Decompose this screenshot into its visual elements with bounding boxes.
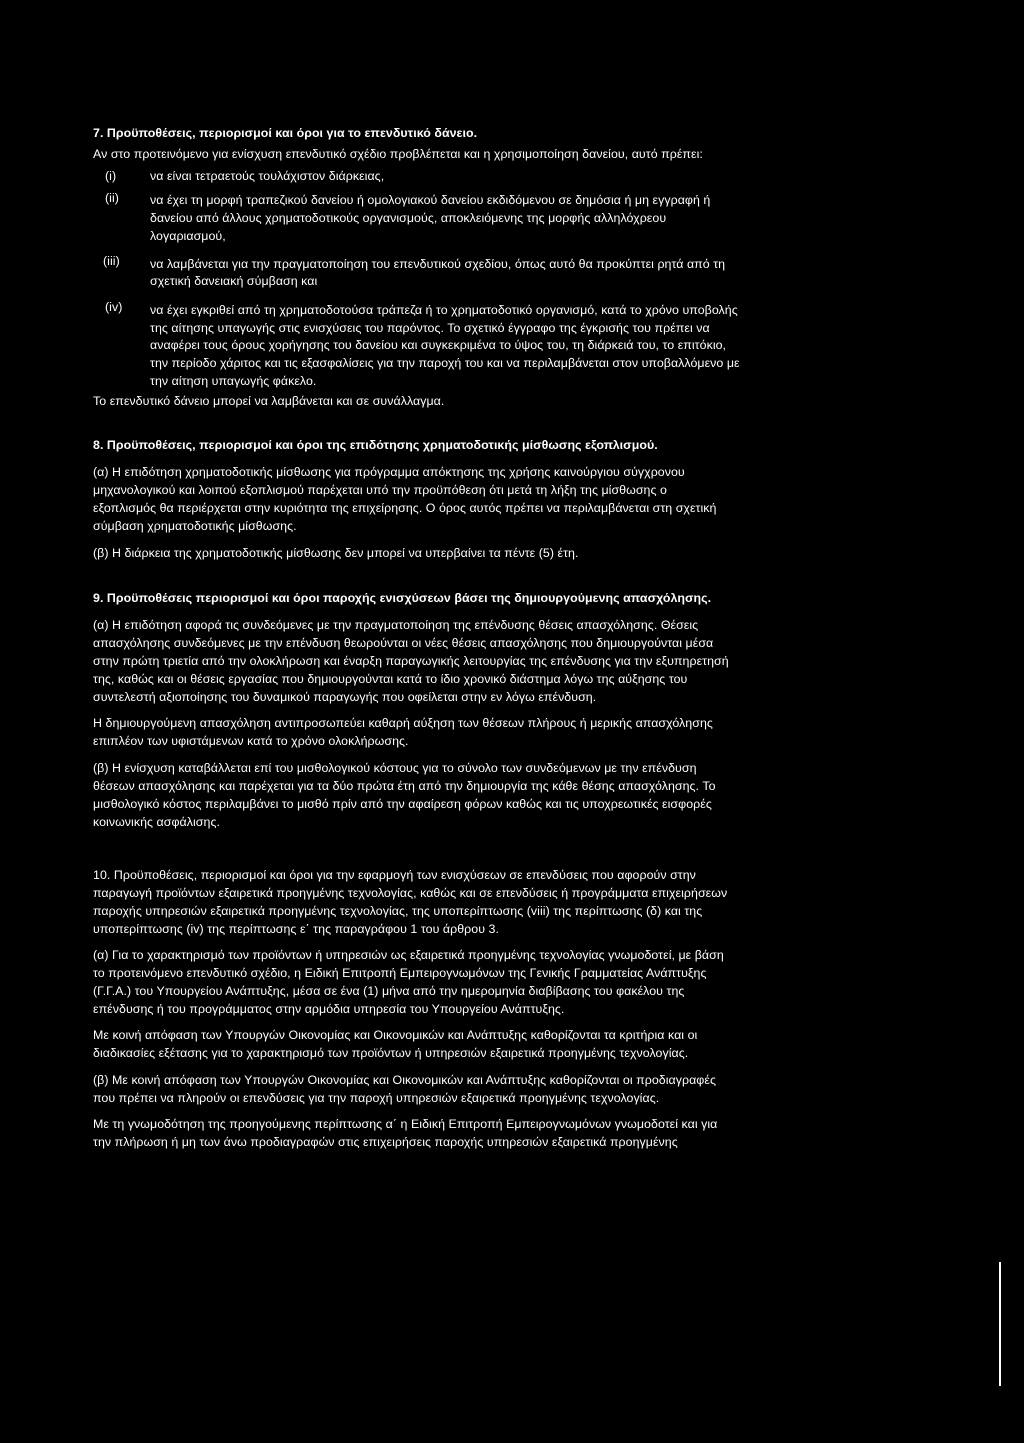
text-line: Αν στο προτεινόμενο για ενίσχυση επενδυτικό σχέδιο προβλέπεται και η χρησιμοποίηση δανείου, αυτό πρέπει: bbox=[93, 147, 703, 161]
text-line: αναφέρει τους όρους χορήγησης του δανείου και συγκεκριμένα το ύψος του, τη διάρκειά του, το επιτόκιο, bbox=[150, 338, 727, 352]
text-line: λογαριασμού, bbox=[150, 229, 226, 243]
text-line: σύμβαση χρηματοδοτικής μίσθωσης. bbox=[93, 519, 297, 533]
text-line: διαδικασίες εξέτασης για το χαρακτηρισμό των προϊόντων ή υπηρεσιών εξαιρετικά προηγμένης τεχνολογίας. bbox=[93, 1046, 689, 1060]
text-line: υποπερίπτωσης (iv) της περίπτωσης ε΄ της παραγράφου 1 του άρθρου 3. bbox=[93, 922, 499, 936]
section-8-heading: 8. Προϋποθέσεις, περιορισμοί και όροι της επιδότησης χρηματοδοτικής μίσθωσης εξοπλισμού. bbox=[93, 438, 658, 452]
section-7-heading: 7. Προϋποθέσεις, περιορισμοί και όροι για το επενδυτικό δάνειο. bbox=[93, 126, 478, 140]
text-line: που πρέπει να πληρούν οι επενδύσεις για την παροχή υπηρεσιών εξαιρετικά προηγμένης τεχνολογίας. bbox=[93, 1091, 660, 1105]
text-line: κοινωνικής ασφάλισης. bbox=[93, 815, 220, 829]
text-line: (Γ.Γ.Α.) του Υπουργείου Ανάπτυξης, μέσα σε ένα (1) μήνα από την ημερομηνία διαβίβασης του φακέλου της bbox=[93, 984, 685, 998]
text-line: της, καθώς και οι θέσεις εργασίας που δημιουργούνται κατά το ίδιο χρονικό διάστημα λόγω της αύξησης του bbox=[93, 672, 688, 686]
text-line: (β) Η διάρκεια της χρηματοδοτικής μίσθωσης δεν μπορεί να υπερβαίνει τα πέντε (5) έτη. bbox=[93, 546, 579, 560]
list-marker: (iii) bbox=[103, 254, 120, 268]
text-line: επιπλέον των υφιστάμενων κατά το χρόνο ολοκλήρωσης. bbox=[93, 734, 409, 748]
text-line: (α) Η επιδότηση χρηματοδοτικής μίσθωσης για πρόγραμμα απόκτησης της χρήσης καινούργιου σύγχρονου bbox=[93, 465, 685, 479]
text-line: (β) Η ενίσχυση καταβάλλεται επί του μισθολογικού κόστους για το σύνολο των συνδεόμενων με την επένδυση bbox=[93, 761, 697, 775]
list-marker: (iv) bbox=[105, 300, 123, 314]
text-line: (β) Με κοινή απόφαση των Υπουργών Οικονομίας και Οικονομικών και Ανάπτυξης καθορίζονται οι προδιαγραφές bbox=[93, 1073, 716, 1087]
text-line: Με κοινή απόφαση των Υπουργών Οικονομίας και Οικονομικών και Ανάπτυξης καθορίζονται τα κριτήρια και οι bbox=[93, 1028, 698, 1042]
text-line: στην πρώτη τριετία από την ολοκλήρωση και έναρξη παραγωγικής λειτουργίας της επένδυσης για την εξυπηρετησή bbox=[93, 654, 729, 668]
text-line: μηχανολογικού και λοιπού εξοπλισμού παρέχεται υπό την προϋπόθεση ότι μετά τη λήξη της μίσθωσης ο bbox=[93, 483, 667, 497]
text-line: επένδυσης ή του προγράμματος στην αρμόδια υπηρεσία του Υπουργείου Ανάπτυξης. bbox=[93, 1002, 565, 1016]
text-line: παραγωγή προϊόντων εξαιρετικά προηγμένης τεχνολογίας, καθώς και σε επενδύσεις ή προγράμματα επιχειρήσεων bbox=[93, 886, 728, 900]
text-line: δανείου από άλλους χρηματοδοτικούς οργανισμούς, αποκλειόμενης της μορφής αλληλόχρεου bbox=[150, 211, 667, 225]
text-line: να έχει εγκριθεί από τη χρηματοδοτούσα τράπεζα ή το χρηματοδοτικό οργανισμό, κατά το χρόνο υποβολής bbox=[150, 303, 738, 317]
text-line: την περίοδο χάριτος και τις εξασφαλίσεις για την παροχή του και να περιλαμβάνεται στον υποβαλλόμενο με bbox=[150, 356, 740, 370]
text-line: το προτεινόμενο επενδυτικό σχέδιο, η Ειδική Επιτροπή Εμπειρογνωμόνων της Γενικής Γραμματείας Ανάπτυξης bbox=[93, 966, 707, 980]
text-line: συντελεστή αξιοποίησης του δυναμικού παραγωγής που οφείλεται στην εν λόγω επένδυση. bbox=[93, 690, 597, 704]
text-line: της αίτησης υπαγωγής στις ενισχύσεις του παρόντος. Το σχετικό έγγραφο της έγκρισής του πρέπει να bbox=[150, 321, 710, 335]
text-line: να λαμβάνεται για την πραγματοποίηση του επενδυτικού σχεδίου, όπως αυτό θα προκύπτει ρητά από τη bbox=[150, 257, 726, 271]
text-line: Το επενδυτικό δάνειο μπορεί να λαμβάνεται και σε συνάλλαγμα. bbox=[93, 394, 445, 408]
text-line: μισθολογικό κόστος περιλαμβάνει το μισθό πρίν από την αφαίρεση φόρων καθώς και τις υποχρεωτικές εισφορές bbox=[93, 797, 712, 811]
text-line: απασχόλησης συνδεόμενες με την επένδυση θεωρούνται οι νέες θέσεις απασχόλησης που δημιουργούνται μέσα bbox=[93, 636, 714, 650]
text-line: να είναι τετραετούς τουλάχιστον διάρκειας, bbox=[150, 169, 385, 183]
text-line: Η δημιουργούμενη απασχόληση αντιπροσωπεύει καθαρή αύξηση των θέσεων πλήρους ή μερικής απασχόλησης bbox=[93, 716, 713, 730]
text-line: (α) Για το χαρακτηρισμό των προϊόντων ή υπηρεσιών ως εξαιρετικά προηγμένης τεχνολογίας γνωμοδοτεί, με βάση bbox=[93, 948, 724, 962]
margin-rule bbox=[999, 1262, 1001, 1386]
text-line: σχετική δανειακή σύμβαση και bbox=[150, 274, 318, 288]
text-line: θέσεων απασχόλησης και παρέχεται για τα δύο πρώτα έτη από την δημιουργία της κάθε θέσης απασχόλησης. Το bbox=[93, 779, 716, 793]
text-line: να έχει τη μορφή τραπεζικού δανείου ή ομολογιακού δανείου εκδιδόμενου σε δημόσια ή μη εγγραφή ή bbox=[150, 193, 711, 207]
text-line: (α) Η επιδότηση αφορά τις συνδεόμενες με την πραγματοποίηση της επένδυσης θέσεις απασχόλησης. Θέσεις bbox=[93, 618, 699, 632]
text-line: Με τη γνωμοδότηση της προηγούμενης περίπτωσης α΄ η Ειδική Επιτροπή Εμπειρογνωμόνων γνωμοδοτεί και για bbox=[93, 1117, 718, 1131]
text-line: την πλήρωση ή μη των άνω προδιαγραφών στις επιχειρήσεις παροχής υπηρεσιών εξαιρετικά προηγμένης bbox=[93, 1135, 678, 1149]
text-line: την αίτηση υπαγωγής φάκελο. bbox=[150, 374, 317, 388]
section-10-heading: 10. Προϋποθέσεις, περιορισμοί και όροι για την εφαρμογή των ενισχύσεων σε επενδύσεις που αφορούν στην bbox=[93, 868, 696, 882]
text-line: εξοπλισμός θα περιέρχεται στην κυριότητα της επιχείρησης. Ο όρος αυτός πρέπει να περιλαμβάνεται στη σχετική bbox=[93, 501, 717, 515]
section-9-heading: 9. Προϋποθέσεις περιορισμοί και όροι παροχής ενισχύσεων βάσει της δημιουργούμενης απασχόλησης. bbox=[93, 591, 712, 605]
text-line: παροχής υπηρεσιών εξαιρετικά προηγμένης τεχνολογίας, της υποπερίπτωσης (viii) της περίπτωσης (δ) και της bbox=[93, 904, 703, 918]
list-marker: (i) bbox=[105, 169, 117, 183]
list-marker: (ii) bbox=[105, 191, 119, 205]
